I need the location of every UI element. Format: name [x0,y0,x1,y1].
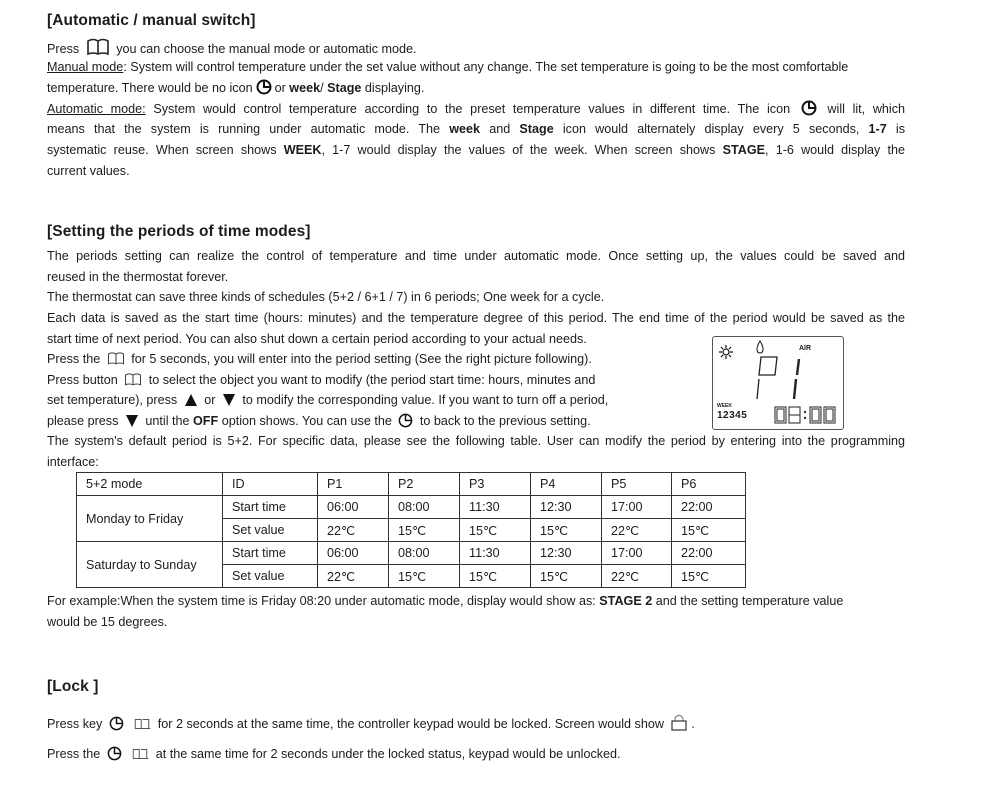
table-header-cell: P6 [672,473,746,496]
period-schedule-table [76,472,746,588]
book-icon [131,747,149,761]
clock-icon [107,746,122,761]
table-cell: 11:30 [460,542,531,565]
table-cell: 15℃ [389,565,460,588]
paragraph-line: current values. [47,164,130,178]
text: systematic reuse. When screen shows [47,143,277,157]
clock-icon [109,716,124,731]
text: Stage [327,81,362,95]
table-cell: 11:30 [460,496,531,519]
table-cell: 22℃ [318,565,389,588]
text: : System will control temperature under the set value without any change. The set temperature is going to be the most comfortable [123,60,849,74]
table-header-cell: P3 [460,473,531,496]
table-cell: 22:00 [672,496,746,519]
clock-icon [398,413,413,428]
down-arrow-icon [222,393,236,407]
text: for 2 seconds at the same time, the controller keypad would be locked. Screen would show [157,717,664,731]
table-cell: 06:00 [318,496,389,519]
table-header-cell: P5 [602,473,672,496]
down-arrow-icon [125,414,139,428]
manual-mode-label: Manual mode [47,60,124,74]
paragraph-line [47,121,905,137]
text: Stage [519,122,554,136]
book-icon [107,351,125,366]
paragraph-line [47,746,621,762]
up-arrow-icon [184,393,198,407]
text: Press [47,42,80,56]
table-header-cell: P1 [318,473,389,496]
paragraph-line: reused in the thermostat forever. [47,270,229,284]
paragraph-line [47,392,608,408]
text: or [204,393,216,407]
text: for 5 seconds, you will enter into the period setting (See the right picture following). [131,352,592,366]
row-label-cell: Set value [223,565,318,588]
table-header-cell: 5+2 mode [77,473,223,496]
table-cell: 22℃ [602,565,672,588]
air-label: AIR [799,345,812,352]
table-cell: 15℃ [531,565,602,588]
row-label-cell: Start time [223,496,318,519]
paragraph-line: The thermostat can save three kinds of schedules (5+2 / 6+1 / 7) in 6 periods; One week for a cycle. [47,290,605,304]
table-header-cell: P4 [531,473,602,496]
table-cell: 15℃ [460,519,531,542]
time-display [773,405,839,425]
text: and the setting temperature value [655,594,844,608]
table-row [77,496,746,519]
text: and [489,122,511,136]
table-cell: 15℃ [460,565,531,588]
table-cell: 22℃ [602,519,672,542]
paragraph-line [47,142,905,158]
text: icon would alternately display every 5 seconds, [562,122,860,136]
table-header-row [77,473,746,496]
group-name-cell: Monday to Friday [77,496,223,542]
table-cell: 15℃ [531,519,602,542]
paragraph-line [47,79,424,96]
text: week [289,81,321,95]
text: Press the [47,352,101,366]
flame-icon [755,340,765,354]
table-cell: 06:00 [318,542,389,565]
text: temperature. There would be no icon [47,81,253,95]
sun-icon [719,345,733,359]
table-cell: 22:00 [672,542,746,565]
text: to select the object you want to modify (the period start time: hours, minutes and [148,373,596,387]
paragraph-line [47,59,848,75]
table-header-cell: P2 [389,473,460,496]
book-icon [86,38,110,56]
table-cell: 08:00 [389,542,460,565]
table-cell: 12:30 [531,542,602,565]
table-cell: 15℃ [672,565,746,588]
text: System would control temperature according to the preset temperature values in different time. The icon [153,102,791,116]
weekday-digits: 12345 [717,410,748,421]
table-cell: 12:30 [531,496,602,519]
text: to modify the corresponding value. If you want to turn off a period, [242,393,609,407]
paragraph-line [47,713,695,732]
text: Press the [47,747,101,761]
paragraph-line: The system's default period is 5+2. For specific data, please see the following table. User can modify the period by entering into the programming [47,434,905,448]
text: until the [145,414,190,428]
paragraph-line: Each data is saved as the start time (hours: minutes) and the temperature degree of this period. The end time of the period would be saved as the [47,311,905,325]
text: STAGE 2 [599,594,653,608]
book-icon [133,717,151,731]
period-digits-display [753,353,813,403]
text: WEEK [283,143,322,157]
text: OFF [193,414,219,428]
paragraph-line [47,351,592,367]
text: 1-7 [868,122,887,136]
table-cell: 08:00 [389,496,460,519]
paragraph-line [47,593,843,609]
book-icon [124,372,142,387]
paragraph-line [47,372,595,388]
paragraph-line [47,413,591,429]
table-cell: 15℃ [389,519,460,542]
text: will lit, which [827,102,906,116]
group-name-cell: Saturday to Sunday [77,542,223,588]
text: you can choose the manual mode or automatic mode. [116,42,417,56]
text: Press button [47,373,118,387]
lcd-display-illustration [712,336,844,430]
text: , 1-6 would display the [765,143,906,157]
text: please press [47,414,119,428]
paragraph-line: start time of next period. You can also shut down a certain period according to your actual needs. [47,332,587,346]
text: STAGE [722,143,766,157]
table-cell: 15℃ [672,519,746,542]
row-label-cell: Start time [223,542,318,565]
section-title-auto-manual: [Automatic / manual switch] [47,12,256,29]
table-cell: 17:00 [602,542,672,565]
text: week [449,122,481,136]
clock-icon [801,100,817,116]
week-label: WEEK [717,403,732,409]
text: , 1-7 would display the values of the week. When screen shows [321,143,716,157]
paragraph-line: interface: [47,455,99,469]
lock-icon [670,713,688,731]
row-label-cell: Set value [223,519,318,542]
text: is [895,122,906,136]
text: For example:When the system time is Friday 08:20 under automatic mode, display would show as: [47,594,596,608]
text: / [320,81,324,95]
text: at the same time for 2 seconds under the locked status, keypad would be unlocked. [155,747,621,761]
automatic-mode-label: Automatic mode: [47,102,146,116]
clock-icon [256,79,272,95]
text: to back to the previous setting. [419,414,591,428]
paragraph-line: would be 15 degrees. [47,615,168,629]
text: Press key [47,717,103,731]
paragraph-line: The periods setting can realize the control of temperature and time under automatic mode. Once setting up, the values could be saved and [47,249,905,263]
paragraph-line [47,38,417,57]
text: . [691,717,695,731]
text: displaying. [364,81,425,95]
table-row [77,542,746,565]
text: or [274,81,286,95]
section-title-lock: [Lock ] [47,678,99,695]
table-header-cell: ID [223,473,318,496]
section-title-periods: [Setting the periods of time modes] [47,223,311,240]
text: means that the system is running under automatic mode. The [47,122,441,136]
table-cell: 17:00 [602,496,672,519]
text: option shows. You can use the [221,414,392,428]
paragraph-line [47,100,905,117]
text: set temperature), press [47,393,178,407]
table-cell: 22℃ [318,519,389,542]
